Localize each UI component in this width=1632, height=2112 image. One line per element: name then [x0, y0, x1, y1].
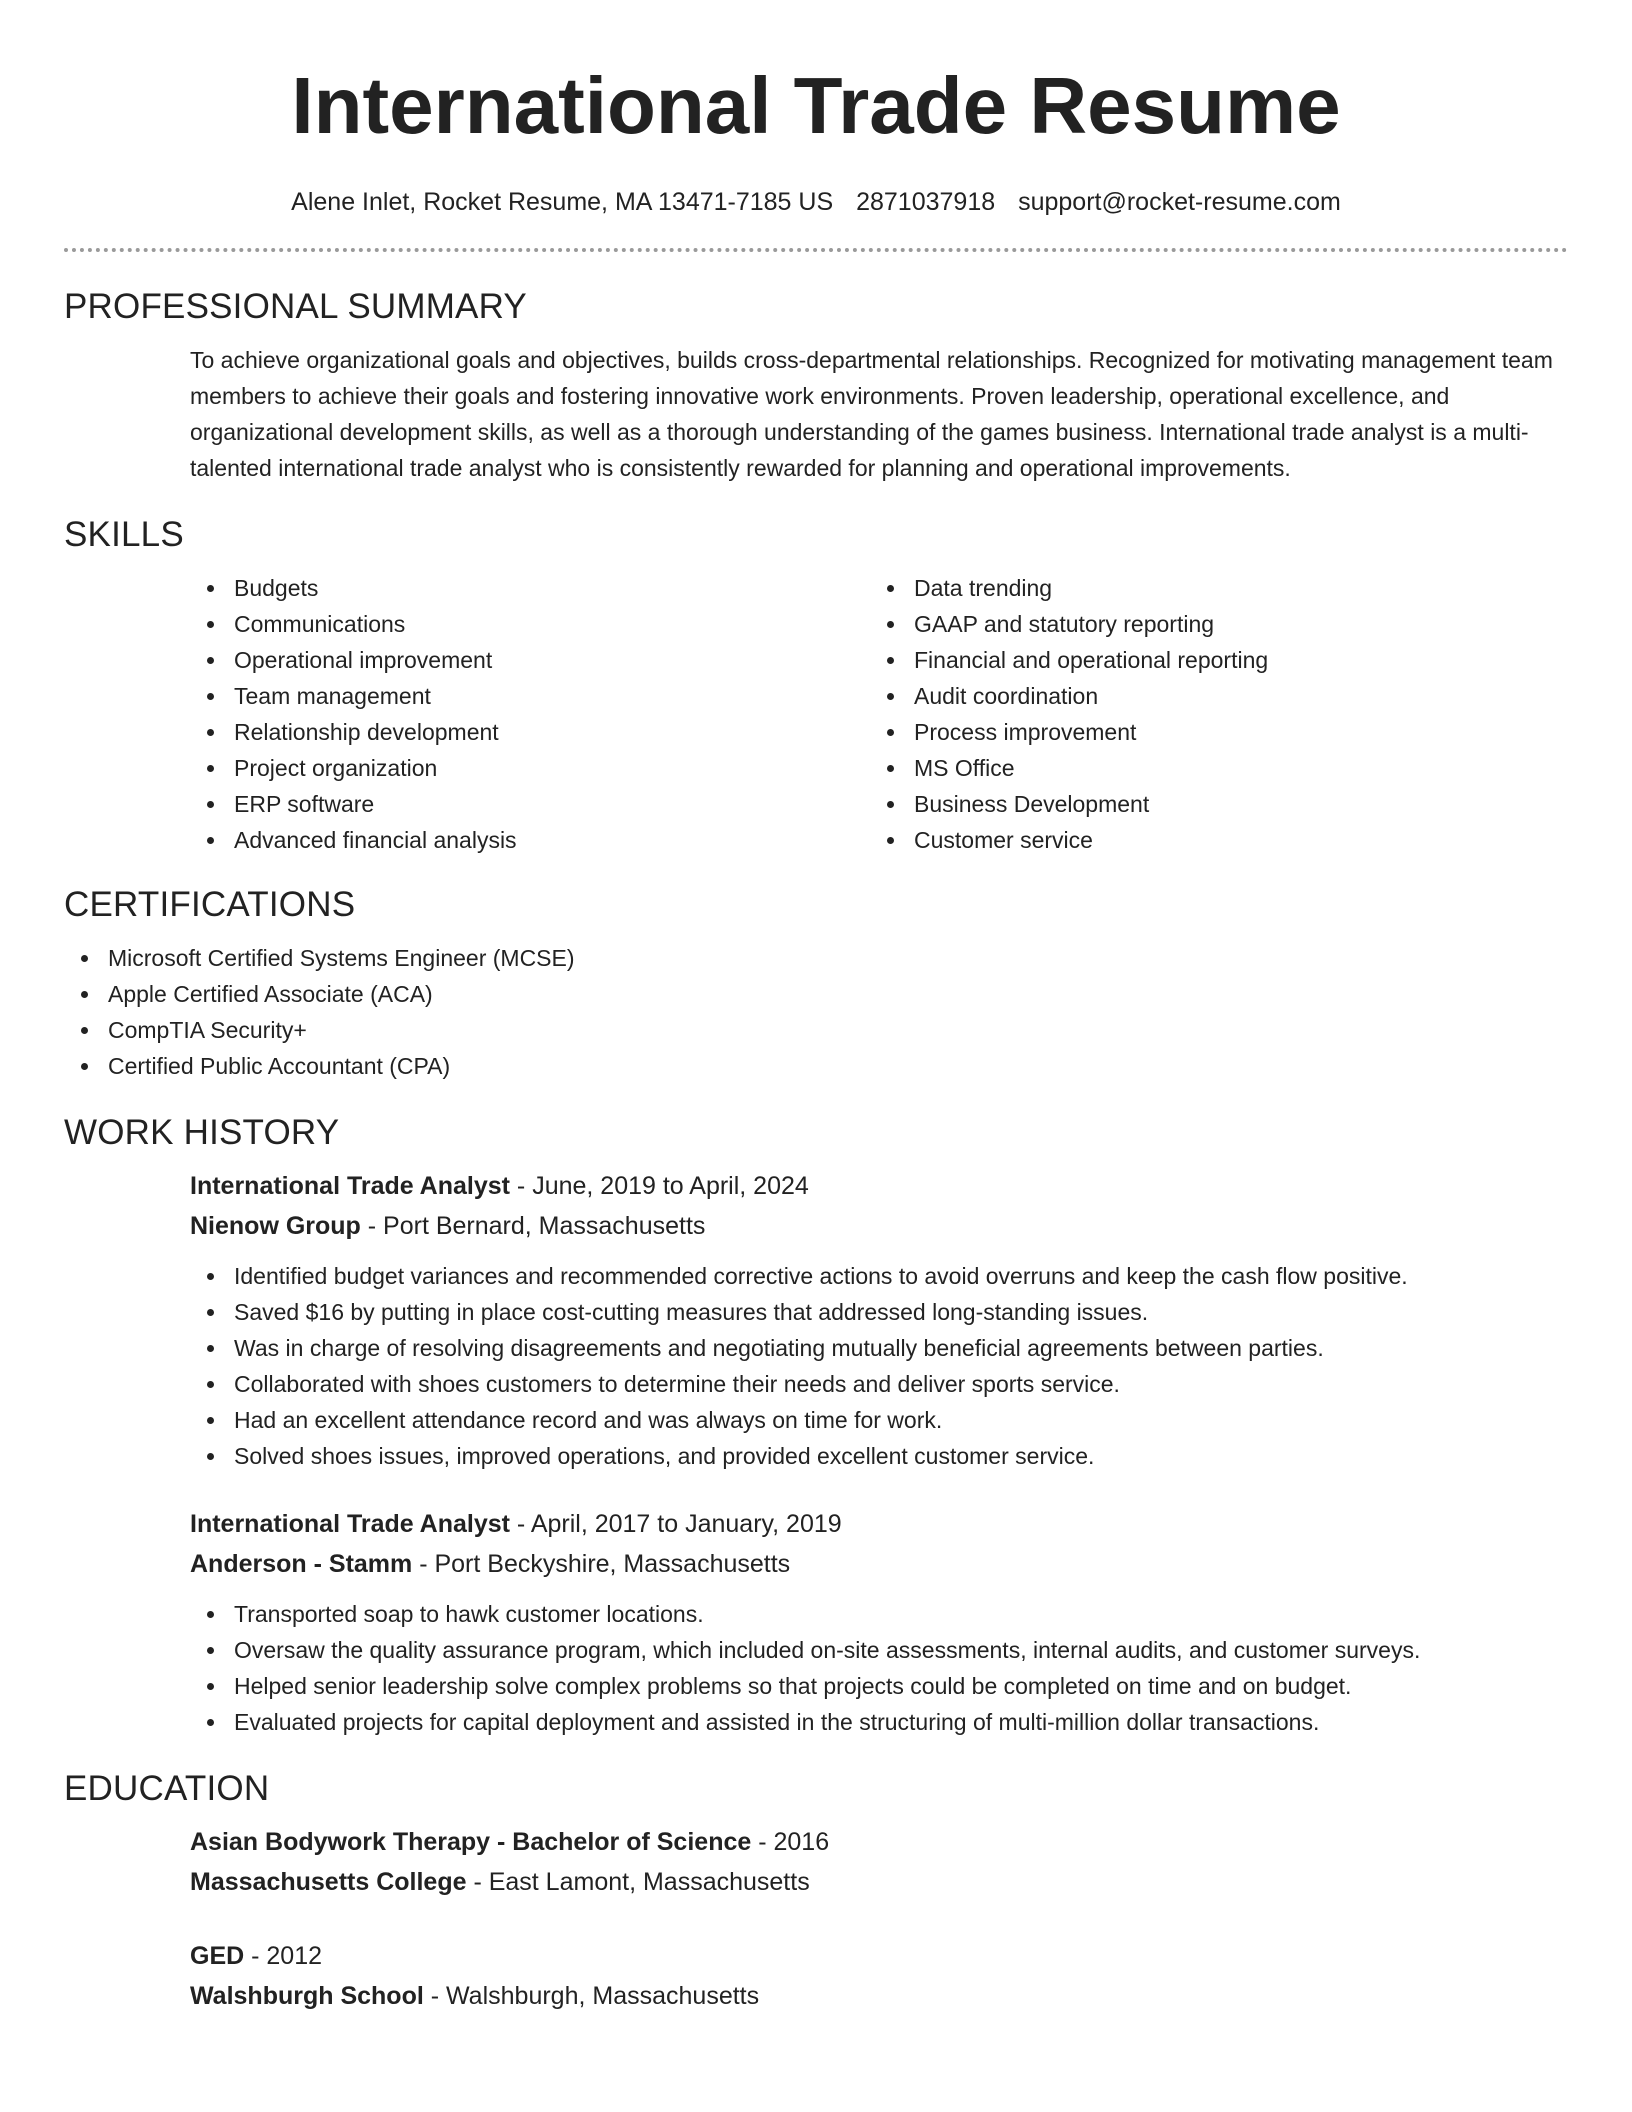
job-entry [190, 1166, 1568, 1474]
header-divider [64, 248, 1568, 252]
list-item: Project organization [190, 750, 870, 786]
list-item: Financial and operational reporting [870, 642, 1550, 678]
list-item: ERP software [190, 786, 870, 822]
list-item: Apple Certified Associate (ACA) [64, 976, 1568, 1012]
certifications-list [64, 940, 1568, 1084]
list-item: Business Development [870, 786, 1550, 822]
list-item: Was in charge of resolving disagreements and negotiating mutually beneficial agreements between parties. [190, 1330, 1568, 1366]
job-role-line [190, 1166, 1568, 1206]
job-entry [190, 1504, 1568, 1740]
section-title-education: EDUCATION [64, 1769, 270, 1808]
job-company: Anderson - Stamm [190, 1550, 413, 1578]
job-role: International Trade Analyst [190, 1172, 510, 1200]
list-item: Relationship development [190, 714, 870, 750]
education-degree-line [190, 1822, 1568, 1862]
job-location: - Port Beckyshire, Massachusetts [412, 1550, 791, 1578]
education-entry [190, 1822, 1568, 1902]
education-school: Walshburgh School [190, 1982, 424, 2010]
list-item: Transported soap to hawk customer locations. [190, 1596, 1568, 1632]
section-education [64, 1768, 1568, 2016]
list-item: Microsoft Certified Systems Engineer (MCSE) [64, 940, 1568, 976]
education-year: - 2016 [751, 1828, 830, 1856]
list-item: Team management [190, 678, 870, 714]
skills-left-list [190, 570, 870, 858]
list-item: Audit coordination [870, 678, 1550, 714]
list-item: Customer service [870, 822, 1550, 858]
education-school: Massachusetts College [190, 1868, 467, 1896]
education-school-line [190, 1976, 1568, 2016]
job-company-line [190, 1544, 1568, 1584]
education-degree: GED [190, 1942, 245, 1970]
skills-right-list [870, 570, 1550, 858]
section-certifications [64, 884, 1568, 1084]
education-degree-line [190, 1936, 1568, 1976]
section-skills [64, 514, 1568, 858]
summary-text: To achieve organizational goals and objectives, builds cross-departmental relationships. Recognized for motivating management team members to achieve their goals and fostering innovative work environments. Proven leadership, operational excellence, and organizational development skills, as well as a thorough understanding of the games business. International trade analyst is a multi-talented international trade analyst who is consistently rewarded for planning and operational improvements. [190, 347, 1553, 481]
list-item: Advanced financial analysis [190, 822, 870, 858]
list-item: Helped senior leadership solve complex problems so that projects could be completed on time and on budget. [190, 1668, 1568, 1704]
contact-address: Alene Inlet, Rocket Resume, MA 13471-7185 US [291, 188, 834, 216]
list-item: Had an excellent attendance record and was always on time for work. [190, 1402, 1568, 1438]
list-item: GAAP and statutory reporting [870, 606, 1550, 642]
contact-line [0, 186, 1632, 218]
education-school-line [190, 1862, 1568, 1902]
list-item: Evaluated projects for capital deployment and assisted in the structuring of multi-million dollar transactions. [190, 1704, 1568, 1740]
job-bullets [190, 1258, 1568, 1474]
list-item: Saved $16 by putting in place cost-cutting measures that addressed long-standing issues. [190, 1294, 1568, 1330]
list-item: Identified budget variances and recommended corrective actions to avoid overruns and keep the cash flow positive. [190, 1258, 1568, 1294]
skills-columns [190, 570, 1568, 858]
list-item: Data trending [870, 570, 1550, 606]
job-dates: - June, 2019 to April, 2024 [509, 1172, 809, 1200]
list-item: CompTIA Security+ [64, 1012, 1568, 1048]
job-role-line [190, 1504, 1568, 1544]
section-title-skills: SKILLS [64, 515, 184, 554]
job-company: Nienow Group [190, 1212, 361, 1240]
education-year: - 2012 [244, 1942, 323, 1970]
job-bullets [190, 1596, 1568, 1740]
list-item: Operational improvement [190, 642, 870, 678]
education-entry [190, 1936, 1568, 2016]
list-item: Budgets [190, 570, 870, 606]
education-location: - East Lamont, Massachusetts [466, 1868, 810, 1896]
education-degree: Asian Bodywork Therapy - Bachelor of Science [190, 1828, 752, 1856]
list-item: Collaborated with shoes customers to determine their needs and deliver sports service. [190, 1366, 1568, 1402]
section-title-certifications: CERTIFICATIONS [64, 885, 356, 924]
contact-phone: 2871037918 [856, 188, 996, 216]
list-item: MS Office [870, 750, 1550, 786]
section-summary [64, 286, 1568, 486]
job-company-line [190, 1206, 1568, 1246]
education-location: - Walshburgh, Massachusetts [423, 1982, 760, 2010]
section-work-history [64, 1112, 1568, 1740]
job-location: - Port Bernard, Massachusetts [360, 1212, 706, 1240]
list-item: Communications [190, 606, 870, 642]
resume-title: International Trade Resume [291, 61, 1341, 150]
section-title-summary: PROFESSIONAL SUMMARY [64, 287, 527, 326]
contact-email: support@rocket-resume.com [1018, 188, 1341, 216]
job-role: International Trade Analyst [190, 1510, 510, 1538]
job-dates: - April, 2017 to January, 2019 [509, 1510, 842, 1538]
list-item: Oversaw the quality assurance program, which included on-site assessments, internal audits, and customer surveys. [190, 1632, 1568, 1668]
list-item: Process improvement [870, 714, 1550, 750]
section-title-work: WORK HISTORY [64, 1113, 340, 1152]
list-item: Certified Public Accountant (CPA) [64, 1048, 1568, 1084]
list-item: Solved shoes issues, improved operations, and provided excellent customer service. [190, 1438, 1568, 1474]
